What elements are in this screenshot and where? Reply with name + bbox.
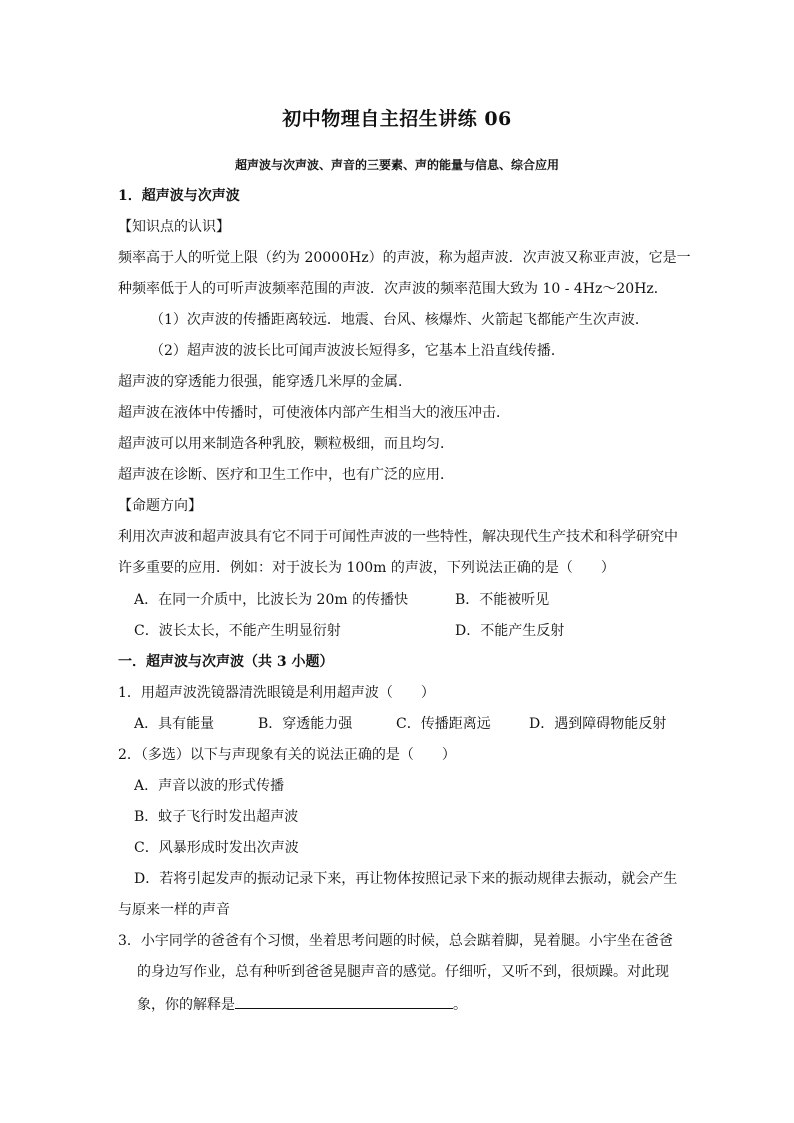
page-subtitle: 超声波与次声波、声音的三要素、声的能量与信息、综合应用 — [234, 158, 559, 172]
question-stem: 3．小宇同学的爸爸有个习惯，坐着思考问题的时候，总会踮着脚，晃着腿。小宇坐在爸爸 — [118, 933, 673, 949]
section-heading: 1．超声波与次声波 — [118, 188, 240, 204]
question-stem-continued: 的身边写作业，总有种听到爸爸晃腿声音的感觉。仔细听，又听不到，很烦躁。对此现 — [137, 964, 669, 980]
paragraph-line: 利用次声波和超声波具有它不同于可闻性声波的一些特性，解决现代生产技术和科学研究中 — [118, 529, 678, 545]
option-b: B．蚊子飞行时发出超声波 — [134, 809, 299, 825]
option-a: A．具有能量 — [134, 716, 215, 732]
question-stem: 2．（多选）以下与声现象有关的说法正确的是（ ） — [118, 747, 456, 763]
paragraph-line: 超声波在诊断、医疗和卫生工作中，也有广泛的应用． — [118, 467, 454, 483]
option-c: C．波长太长，不能产生明显衍射 — [134, 623, 341, 639]
option-a: A．声音以波的形式传播 — [134, 778, 285, 794]
option-b: B．不能被听见 — [455, 592, 550, 608]
list-item: （1）次声波的传播距离较远．地震、台风、核爆炸、火箭起飞都能产生次声波． — [150, 312, 649, 328]
page-title: 初中物理自主招生讲练 06 — [282, 108, 512, 130]
answer-prefix: 象，你的解释是 — [137, 997, 235, 1013]
paragraph-line: 超声波在液体中传播时，可使液体内部产生相当大的液压冲击． — [118, 405, 510, 421]
option-a: A．在同一介质中，比波长为 20m 的传播快 — [134, 592, 409, 608]
answer-blank[interactable] — [235, 993, 453, 1009]
exercise-heading: 一．超声波与次声波（共 3 小题） — [118, 654, 334, 670]
answer-suffix: 。 — [453, 997, 467, 1013]
direction-tag: 【命题方向】 — [118, 498, 202, 514]
option-d-continued: 与原来一样的声音 — [118, 902, 230, 918]
option-d: D．若将引起发声的振动记录下来，再让物体按照记录下来的振动规律去振动，就会产生 — [134, 871, 678, 887]
knowledge-tag: 【知识点的认识】 — [118, 219, 230, 235]
paragraph-line: 种频率低于人的可听声波频率范围的声波．次声波的频率范围大致为 10 - 4Hz～20Hz． — [118, 281, 668, 297]
option-c: C．传播距离远 — [396, 716, 491, 732]
option-d: D．遇到障碍物能反射 — [529, 716, 667, 732]
paragraph-line: 许多重要的应用．例如：对于波长为 100m 的声波，下列说法正确的是（ ） — [118, 560, 615, 576]
option-b: B．穿透能力强 — [258, 716, 353, 732]
option-c: C．风暴形成时发出次声波 — [134, 840, 299, 856]
question-answer-line — [137, 993, 467, 1015]
option-d: D．不能产生反射 — [455, 623, 565, 639]
list-item: （2）超声波的波长比可闻声波波长短得多，它基本上沿直线传播． — [150, 343, 565, 359]
paragraph-line: 超声波的穿透能力很强，能穿透几米厚的金属． — [118, 374, 412, 390]
paragraph-line: 频率高于人的听觉上限（约为 20000Hz）的声波，称为超声波．次声波又称亚声波，它是一 — [118, 250, 691, 266]
paragraph-line: 超声波可以用来制造各种乳胶，颗粒极细，而且均匀． — [118, 436, 454, 452]
question-stem: 1．用超声波洗镜器清洗眼镜是利用超声波（ ） — [118, 685, 435, 701]
